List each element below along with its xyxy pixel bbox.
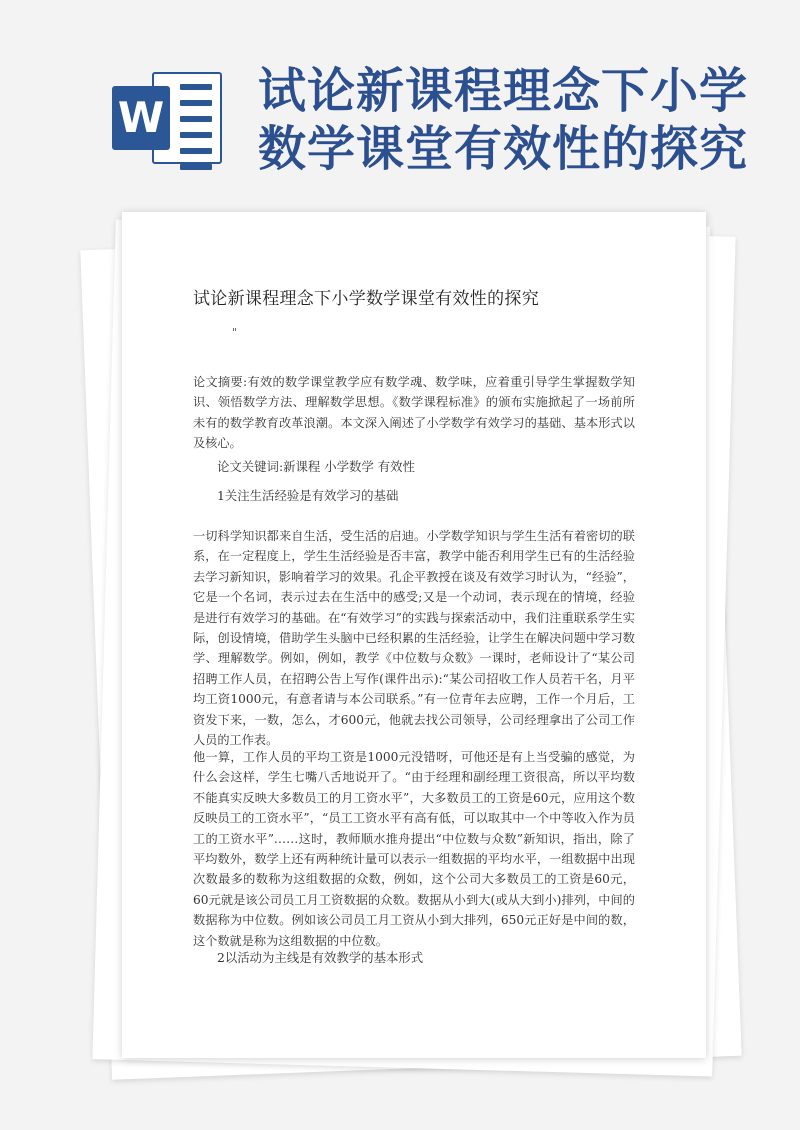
banner-title-line-1: 试论新课程理念下小学 <box>258 63 749 119</box>
document-title: 试论新课程理念下小学数学课堂有效性的探究 <box>193 289 539 309</box>
banner-title-line-2: 数学课堂有效性的探究 <box>258 121 749 177</box>
stray-mark: " <box>232 326 238 339</box>
banner <box>0 0 800 215</box>
body-paragraph-1: 一切科学知识都来自生活，受生活的启迪。小学数学知识与学生生活有着密切的联系，在一定程度上，学生生活经验是否丰富，教学中能否利用学生已有的生活经验去学习新知识，影响着学习的效果。孔企平教授在谈及有效学习时认为，“经验”，它是一个名词，表示过去在生活中的感受;又是一个动词，表示现在的情境，经验是进行有效学习的基础。在“有效学习”的实践与探索活动中，我们注重联系学生实际，创设情境，借助学生头脑中已经积累的生活经验，让学生在解决问题中学习数学、理解数学。例如，例如，教学《中位数与众数》一课时，老师设计了“某公司招聘工作人员，在招聘公告上写作(课件出示):“某公司招收工作人员若干名，月平均工资1000元，有意者请与本公司联系。”有一位青年去应聘，工作一个月后，工资发下来，一数，怎么，才600元，他就去找公司领导，公司经理拿出了公司工作人员的工作表。 <box>193 529 635 748</box>
word-badge: W <box>112 86 170 150</box>
keywords-line: 论文关键词:新课程 小学数学 有效性 <box>217 459 415 474</box>
abstract-paragraph: 论文摘要:有效的数学课堂教学应有数学魂、数学味，应着重引导学生掌握数学知识、领悟数学方法、理解数学思想。《数学课程标准》的颁布实施掀起了一场前所未有的数学教育改革浪潮。本文深入阐述了小学数学有效学习的基础、基本形式以及核心。 <box>193 375 635 451</box>
word-document-icon <box>112 68 224 168</box>
body-paragraph-2: 他一算，工作人员的平均工资是1000元没错呀，可他还是有上当受骗的感觉，为什么会这样，学生七嘴八舌地说开了。“由于经理和副经理工资很高，所以平均数不能真实反映大多数员工的月工资水平”，大多数员工的工资是60元，应用这个数反映员工的工资水平”，“员工工资水平有高有低，可以取其中一个中等收入作为员工的工资水平”……这时，教师顺水推舟提出“中位数与众数”新知识，指出，除了平均数外，数学上还有两种统计量可以表示一组数据的平均水平，一组数据中出现次数最多的数称为这组数据的众数，例如，这个公司大多数员工的工资是60元，60元就是该公司员工月工资数据的众数。数据从小到大(或从大到小)排列，中间的数据称为中位数。例如该公司员工月工资从小到大排列，650元正好是中间的数，这个数就是称为这组数据的中位数。 <box>193 750 635 948</box>
banner-title <box>258 62 788 178</box>
section-heading-2: 2以活动为主线是有效教学的基本形式 <box>217 950 424 965</box>
section-heading-1: 1关注生活经验是有效学习的基础 <box>217 488 399 503</box>
